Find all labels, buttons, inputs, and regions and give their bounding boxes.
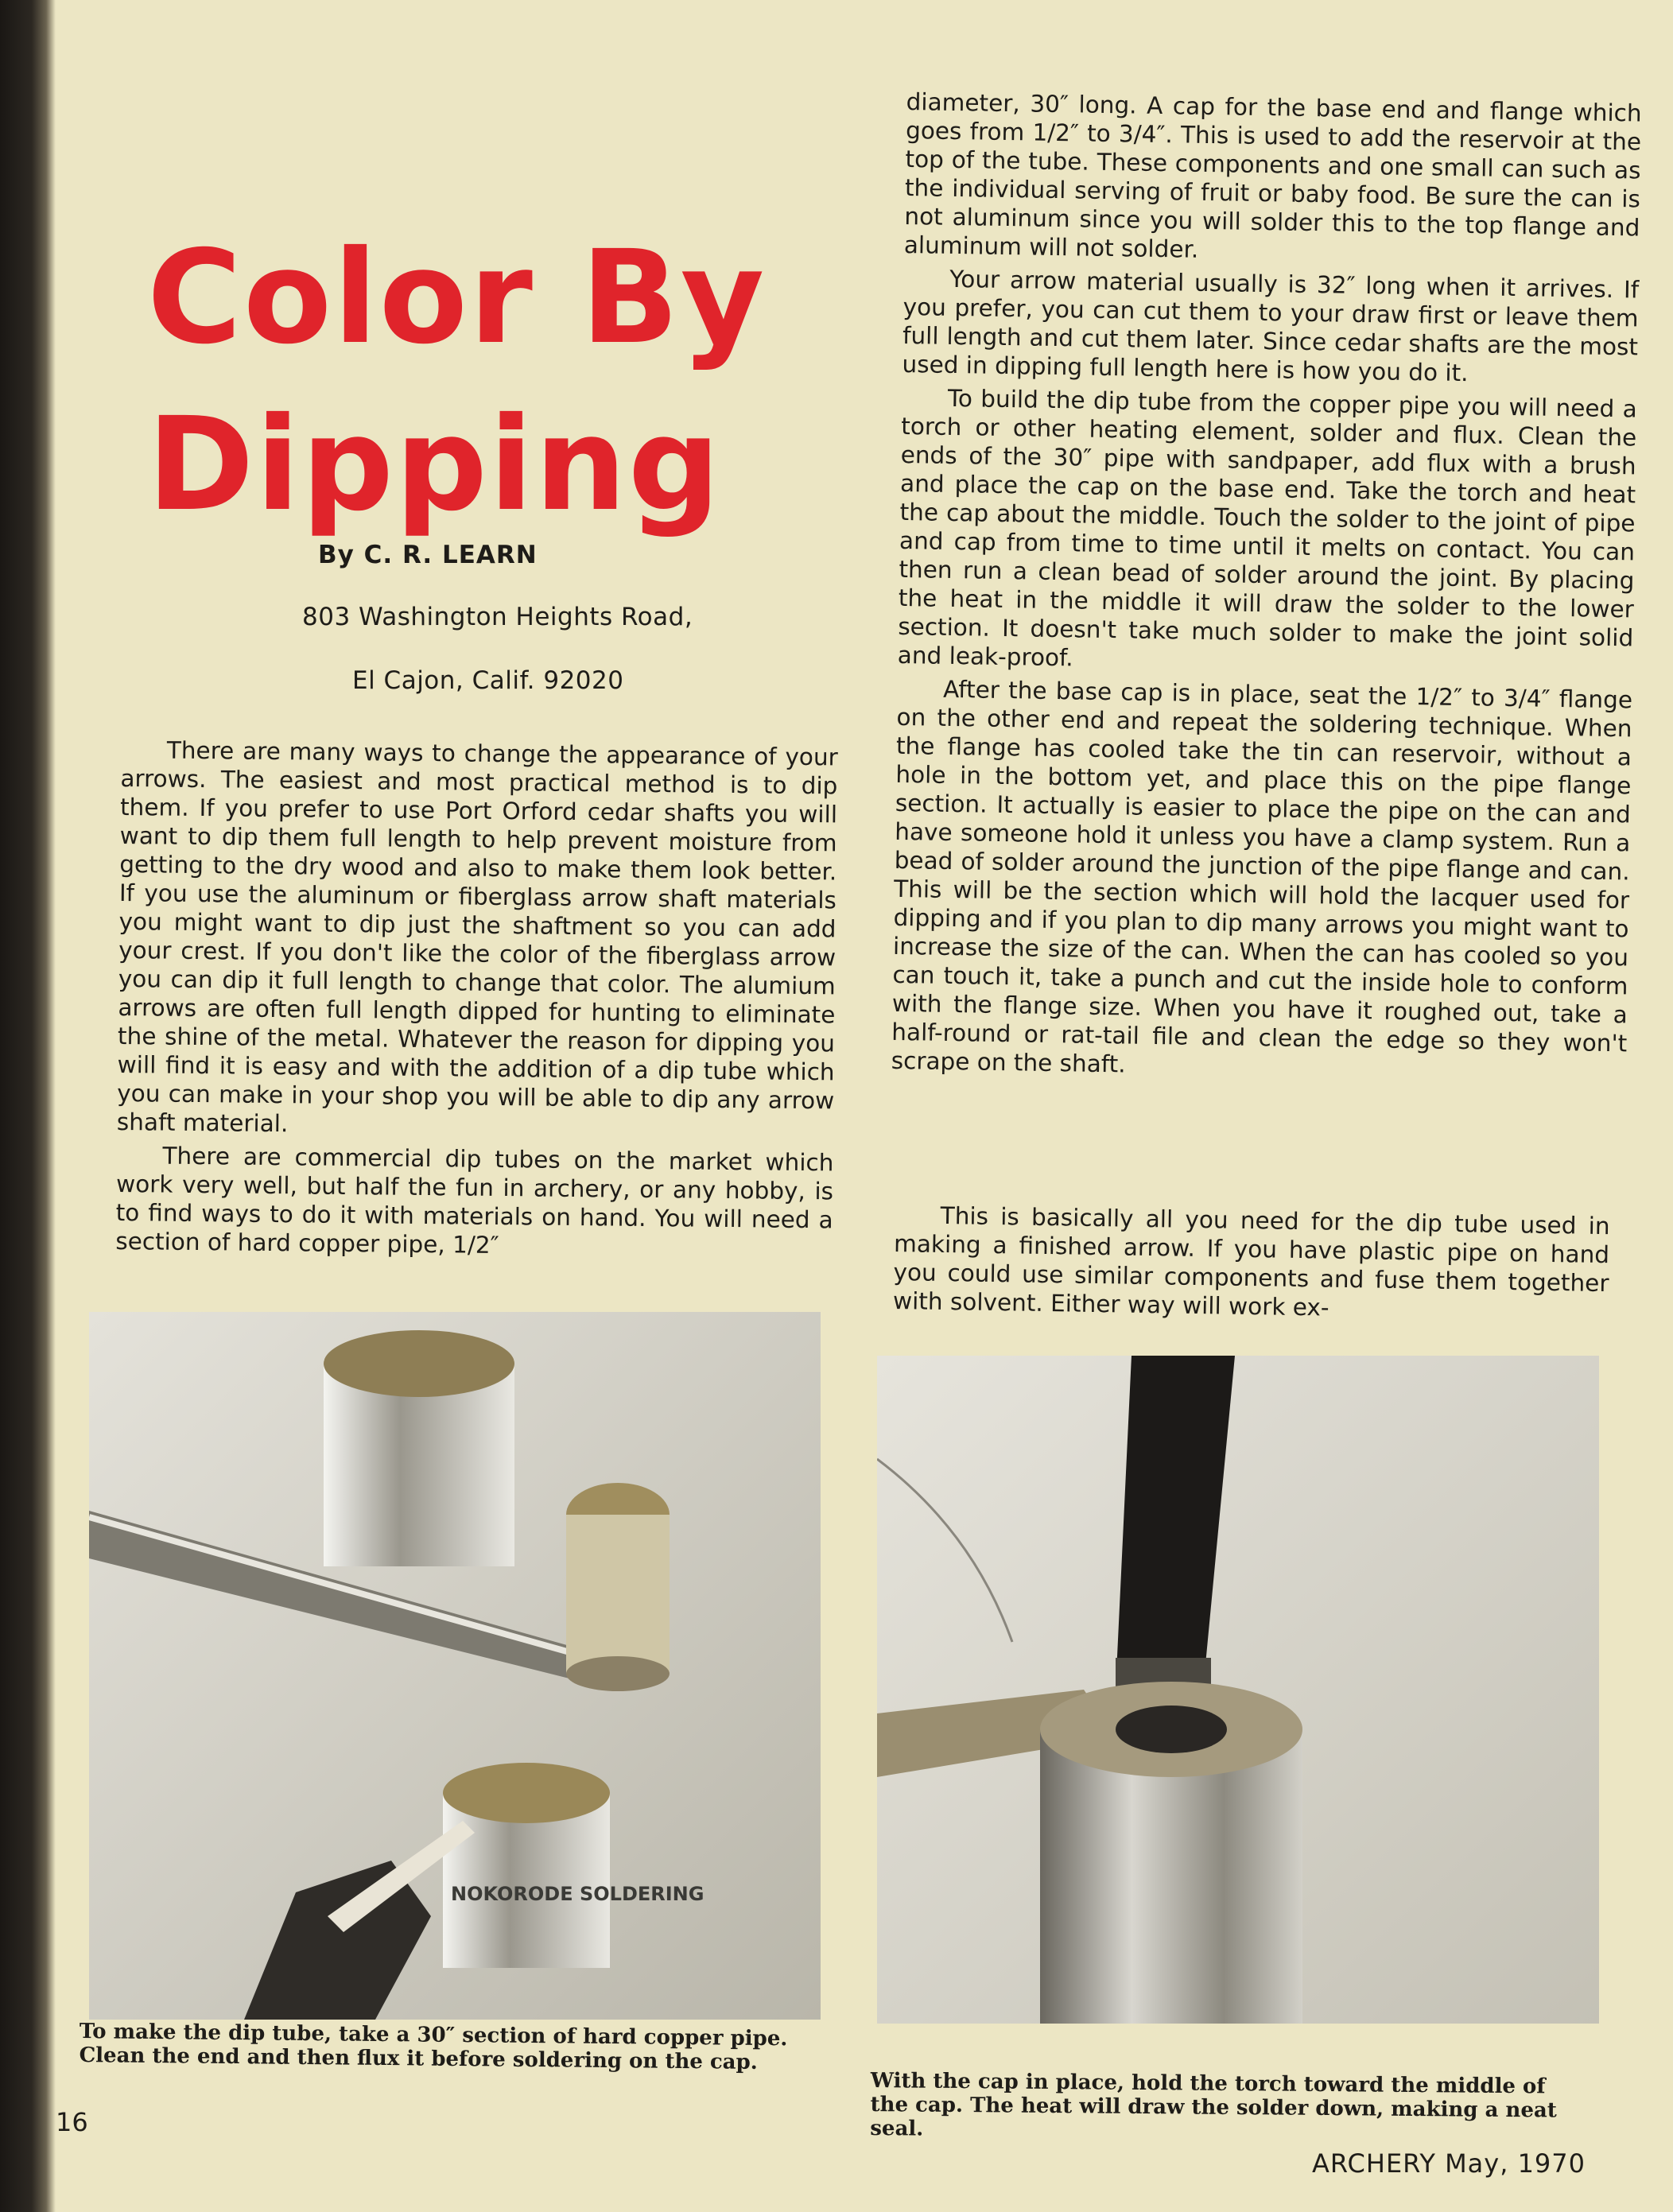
address-line-2: El Cajon, Calif. 92020 — [352, 666, 624, 695]
body-column-right-bottom — [893, 1201, 1610, 1331]
paragraph-7: This is basically all you need for the dip tube used in making a finished arrow. If you have plastic pipe on hand you could use similar components and fuse them together with solvent. Either way will work ex- — [892, 1201, 1610, 1321]
page-binding-edge — [0, 0, 56, 2212]
photo-2-caption: With the cap in place, hold the torch toward the middle of the cap. The heat will draw the solder down, making a neat seal. — [870, 2069, 1557, 2141]
solder-can-label: NOKORODE SOLDERING — [451, 1883, 705, 1905]
photo-2-illustration — [877, 1356, 1599, 2024]
title-line-2: Dipping — [147, 390, 722, 540]
photo-dip-tube-soldering — [89, 1312, 821, 2020]
paragraph-3: diameter, 30″ long. A cap for the base end and flange which goes from 1/2″ to 3/4″. This is used to add the reservoir at the top of the tube. These components and one small can such as the individual serving of fruit or baby food. Be sure the can is not aluminum since you will solder this to the top flange and aluminum will not solder. — [903, 87, 1642, 263]
magazine-footer: ARCHERY May, 1970 — [1312, 2148, 1586, 2179]
body-column-left — [115, 735, 838, 1267]
article-title — [147, 215, 847, 549]
photo-torch-heating-cap — [877, 1356, 1599, 2024]
photo-1-illustration — [89, 1312, 821, 2020]
paragraph-6: After the base cap is in place, seat the 1/2″ to 3/4″ flange on the other end and repeat the soldering technique. When the flange has cooled take the tin can reservoir, without a hole in the bottom yet, and place this on the pipe flange section. It actually is easier to place the pipe on the can and have someone hold it unless you have a clamp system. Run a bead of solder around the junction of the pipe flange and can. This will be the section which will hold the lacquer used for dipping and if you plan to dip many arrows you might want to increase the size of the can. When the can has cooled so you can touch it, take a punch and cut the inside hole to conform with the flange size. When you have it roughed out, take a half-round or rat-tail file and clean the edge so they won't scrape on the shaft. — [891, 675, 1633, 1078]
paragraph-1: There are many ways to change the appearance of your arrows. The easiest and most practical method is to dip them. If you prefer to use Port Orford cedar shafts you will want to dip them full length to help prevent moisture from getting to the dry wood and also to make them look better. If you use the aluminum or fiberglass arrow shaft materials you might want to dip just the shaftment so you can add your crest. If you don't like the color of the fiberglass arrow you can dip it full length to change that color. The alumium arrows are often full length dipped for hunting to eliminate the shine of the metal. Whatever the reason for dipping you will find it is easy and with the addition of a dip tube which you can make in your shop you will be able to dip any arrow shaft material. — [116, 736, 838, 1138]
paragraph-4: Your arrow material usually is 32″ long when it arrives. If you prefer, you can cut them to your draw first or leave them full length and cut them later. Since cedar shafts are the most used in dipping full length here is how you do it. — [902, 265, 1640, 387]
byline: By C. R. LEARN — [318, 541, 538, 569]
page-number: 16 — [56, 2107, 88, 2137]
paragraph-2: There are commercial dip tubes on the market which work very well, but half the fun in archery, or any hobby, is to find ways to do it with materials on hand. You will need a section of hard copper pipe, 1/2″ — [115, 1142, 834, 1259]
title-line-1: Color By — [147, 223, 767, 373]
body-column-right-top — [891, 87, 1641, 1091]
paragraph-5: To build the dip tube from the copper pipe you will need a torch or other heating element, solder and flux. Clean the ends of the 30″ pipe with sandpaper, add flux with a brush and place the cap on the base end. Take the torch and heat the cap about the middle. Touch the solder to the joint of pipe and cap from time to time until it melts on contact. You can then run a clean bead of solder around the joint. By placing the heat in the middle it will draw the solder to the lower section. It doesn't take much solder to make the joint solid and leak-proof. — [897, 384, 1638, 672]
address-line-1: 803 Washington Heights Road, — [302, 603, 693, 631]
photo-1-caption: To make the dip tube, take a 30″ section of hard copper pipe. Clean the end and then flux it before soldering on the cap. — [79, 2020, 788, 2074]
